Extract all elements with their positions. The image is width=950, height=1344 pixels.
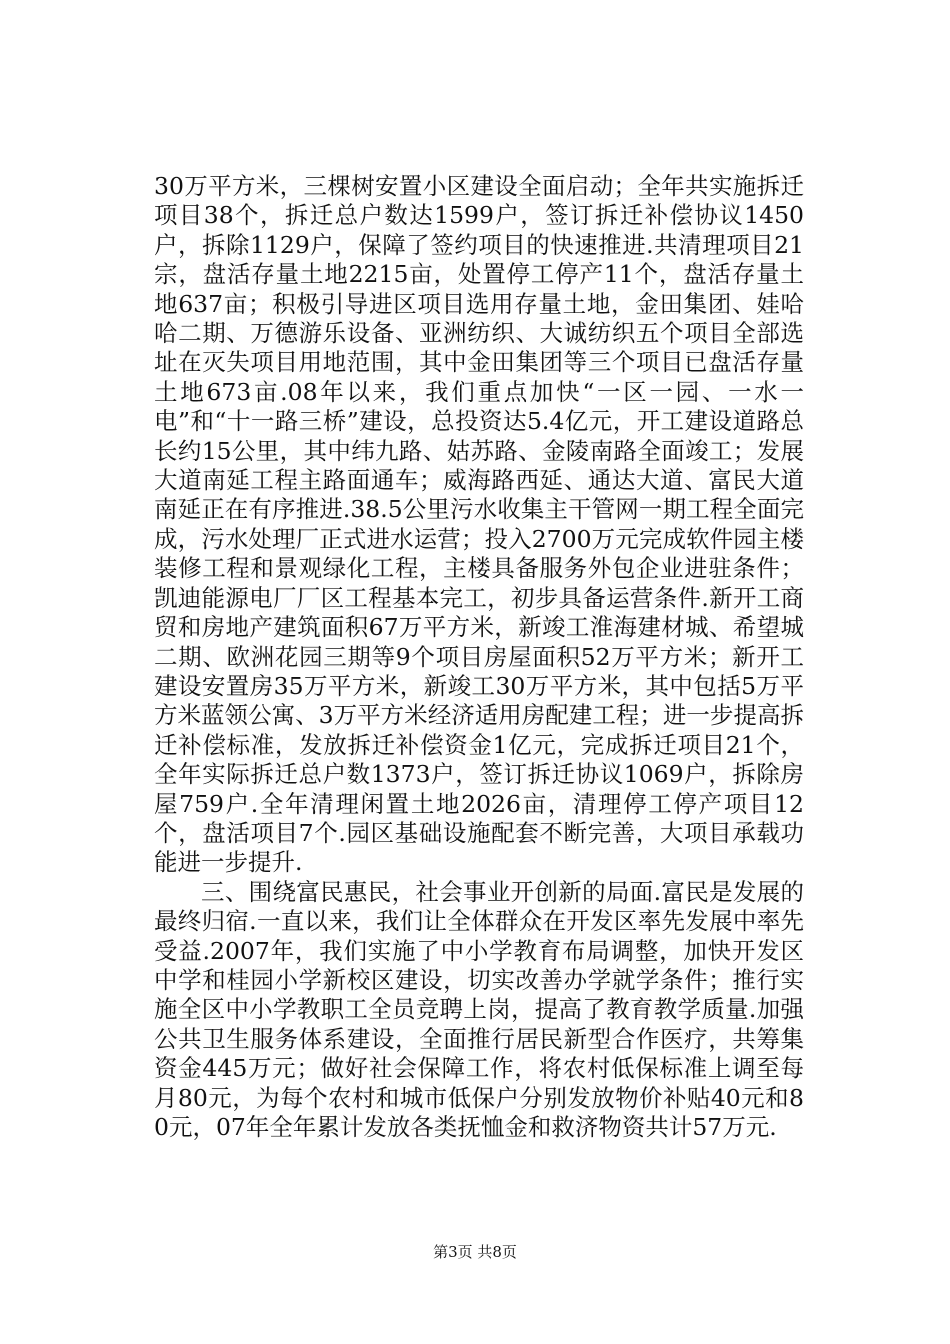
paragraph-construction-progress: 30万平方米，三棵树安置小区建设全面启动；全年共实施拆迁项目38个，拆迁总户数达1599户，签订拆迁补偿协议1450户，拆除1129户，保障了签约项目的快速推进.共清理项目21宗，盘活存量土地2215亩，处置停工停产11个，盘活存量土地637亩；积极引导进区项目选用存量土地，金田集团、娃哈哈二期、万德游乐设备、亚洲纺织、大诚纺织五个项目全部选址在灭失项目用地范围，其中金田集团等三个项目已盘活存量土地673亩.08年以来，我们重点加快“一区一园、一水一电”和“十一路三桥”建设，总投资达5.4亿元，开工建设道路总长约15公里，其中纬九路、姑苏路、金陵南路全面竣工；发展大道南延工程主路面通车；威海路西延、通达大道、富民大道南延正在有序推进.38.5公里污水收集主干管网一期工程全面完成，污水处理厂正式进水运营；投入2700万元完成软件园主楼装修工程和景观绿化工程，主楼具备服务外包企业进驻条件；凯迪能源电厂厂区工程基本完工，初步具备运营条件.新开工商贸和房地产建筑面积67万平方米，新竣工淮海建材城、希望城二期、欧洲花园三期等9个项目房屋面积52万平方米；新开工建设安置房35万平方米，新竣工30万平方米，其中包括5万平方米蓝领公寓、3万平方米经济适用房配建工程；进一步提高拆迁补偿标准，发放拆迁补偿资金1亿元，完成拆迁项目21个，全年实际拆迁总户数1373户，签订拆迁协议1069户，拆除房屋759户.全年清理闲置土地2026亩，清理停工停产项目12个，盘活项目7个.园区基础设施配套不断完善，大项目承载功能进一步提升. (154, 172, 804, 877)
page-footer: 第3页 共8页 (433, 1243, 517, 1261)
document-body (154, 172, 804, 1142)
paragraph-social-undertakings: 三、围绕富民惠民，社会事业开创新的局面.富民是发展的最终归宿.一直以来，我们让全体群众在开发区率先发展中率先受益.2007年，我们实施了中小学教育布局调整，加快开发区中学和桂园小学新校区建设，切实改善办学就学条件；推行实施全区中小学教职工全员竞聘上岗，提高了教育教学质量.加强公共卫生服务体系建设，全面推行居民新型合作医疗，共筹集资金445万元；做好社会保障工作，将农村低保标准上调至每月80元，为每个农村和城市低保户分别发放物价补贴40元和80元，07年全年累计发放各类抚恤金和救济物资共计57万元. (154, 877, 804, 1141)
